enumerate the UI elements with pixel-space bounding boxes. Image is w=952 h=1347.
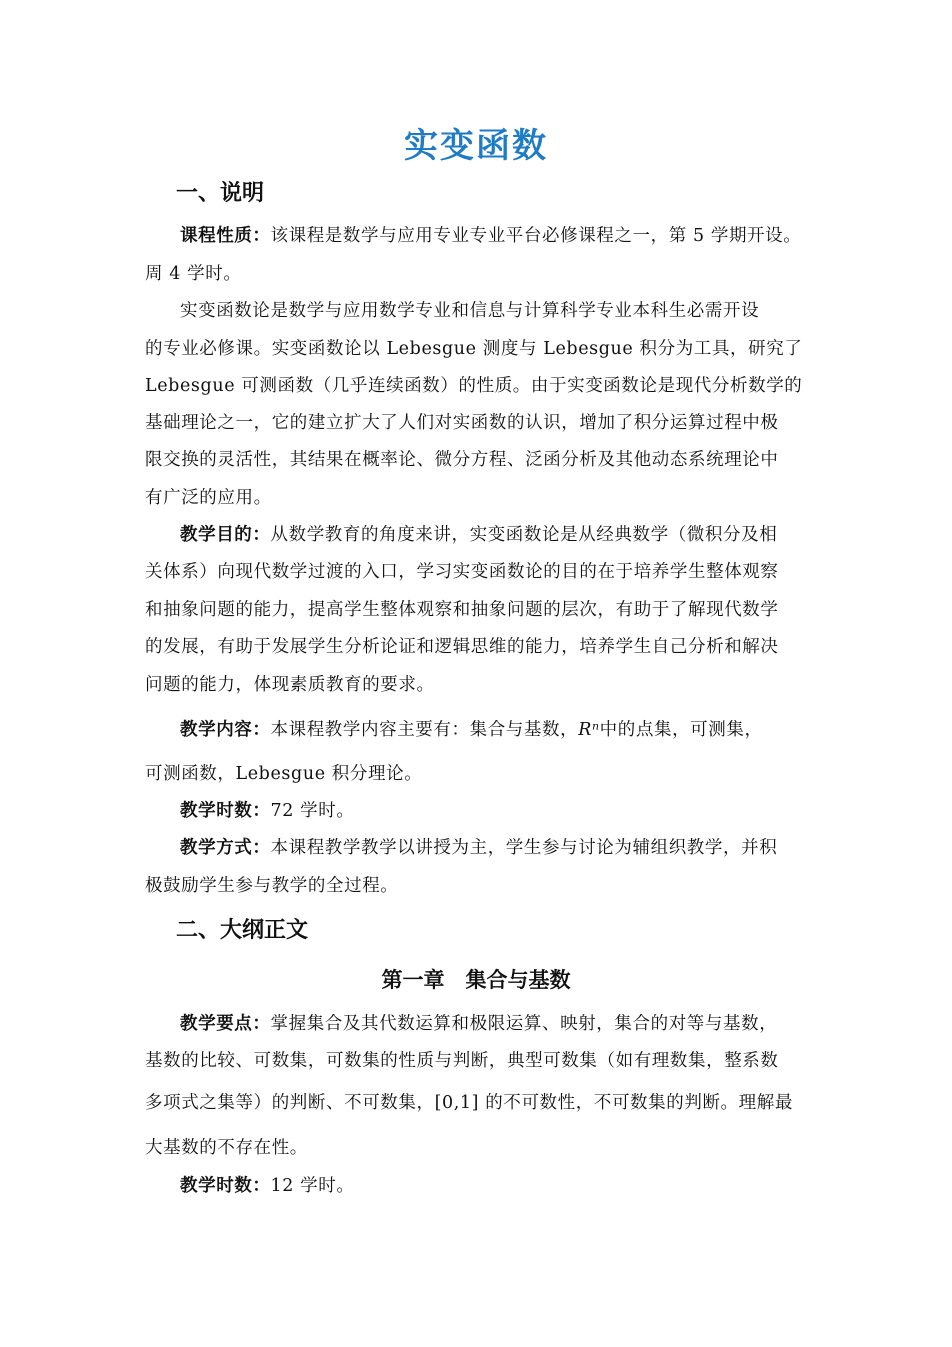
section-heading-description: 一、说明 — [176, 181, 265, 206]
teaching-goal-text: 从数学教育的角度来讲，实变函数论是从经典数学（微积分及相 — [270, 525, 778, 545]
intro-line-5: 限交换的灵活性，其结果在概率论、微分方程、泛函分析及其他动态系统理论中 — [145, 450, 779, 470]
teaching-method-line-2: 极鼓励学生参与教学的全过程。 — [145, 876, 399, 896]
teaching-content-label: 教学内容： — [180, 720, 271, 740]
teaching-goal-line-1 — [180, 521, 813, 546]
course-nature-label: 课程性质： — [180, 226, 271, 246]
teaching-goal-line-4: 的发展，有助于发展学生分析论证和逻辑思维的能力，培养学生自己分析和解决 — [145, 637, 779, 657]
course-nature-line — [180, 222, 813, 247]
intro-line-1: 实变函数论是数学与应用数学专业和信息与计算科学专业本科生必需开设 — [180, 301, 760, 321]
teaching-content-text-a: 本课程教学内容主要有：集合与基数， — [270, 720, 579, 740]
teaching-hours-label: 教学时数： — [180, 801, 271, 821]
teaching-points-line-4: 大基数的不存在性。 — [145, 1138, 308, 1158]
intro-line-6: 有广泛的应用。 — [145, 488, 272, 508]
teaching-method-text: 本课程教学教学以讲授为主，学生参与讨论为辅组织教学，并积 — [270, 838, 778, 858]
teaching-points-line-2: 基数的比较、可数集，可数集的性质与判断，典型可数集（如有理数集，整系数 — [145, 1051, 779, 1071]
teaching-method-label: 教学方式： — [180, 838, 271, 858]
course-nature-line-2: 周 4 学时。 — [145, 264, 242, 284]
chapter-hours-label: 教学时数： — [180, 1176, 271, 1196]
intro-line-3: Lebesgue 可测函数（几乎连续函数）的性质。由于实变函数论是现代分析数学的 — [145, 376, 803, 396]
teaching-goal-line-5: 问题的能力，体现素质教育的要求。 — [145, 675, 435, 695]
teaching-content-text-b: 中的点集，可测集， — [599, 720, 763, 740]
chapter-hours-line — [180, 1172, 813, 1197]
teaching-points-label: 教学要点： — [180, 1014, 271, 1034]
chapter-hours-text: 12 学时。 — [270, 1176, 355, 1196]
intro-line-4: 基础理论之一，它的建立扩大了人们对实函数的认识，增加了积分运算过程中极 — [145, 413, 779, 433]
teaching-method-line-1 — [180, 834, 813, 859]
chapter-heading: 第一章 集合与基数 — [381, 968, 571, 992]
teaching-goal-line-2: 关体系）向现代数学过渡的入口，学习实变函数论的目的在于培养学生整体观察 — [145, 562, 779, 582]
teaching-goal-label: 教学目的： — [180, 525, 271, 545]
course-nature-text: 该课程是数学与应用专业专业平台必修课程之一，第 5 学期开设。 — [270, 226, 802, 246]
intro-line-2: 的专业必修课。实变函数论以 Lebesgue 测度与 Lebesgue 积分为工具，研究了 — [145, 339, 803, 359]
teaching-content-line-2: 可测函数，Lebesgue 积分理论。 — [145, 764, 423, 784]
rn-symbol: Rⁿ — [578, 720, 600, 740]
teaching-goal-line-3: 和抽象问题的能力，提高学生整体观察和抽象问题的层次，有助于了解现代数学 — [145, 600, 779, 620]
teaching-hours-text: 72 学时。 — [270, 801, 355, 821]
teaching-hours-line — [180, 797, 813, 822]
section-heading-outline: 二、大纲正文 — [176, 918, 309, 943]
teaching-content-line-1 — [180, 716, 813, 741]
document-title: 实变函数 — [404, 126, 548, 166]
teaching-points-text: 掌握集合及其代数运算和极限运算、映射，集合的对等与基数， — [270, 1014, 778, 1034]
teaching-points-line-1 — [180, 1010, 813, 1035]
teaching-points-line-3: 多项式之集等）的判断、不可数集，[0,1] 的不可数性，不可数集的判断。理解最 — [145, 1093, 793, 1113]
